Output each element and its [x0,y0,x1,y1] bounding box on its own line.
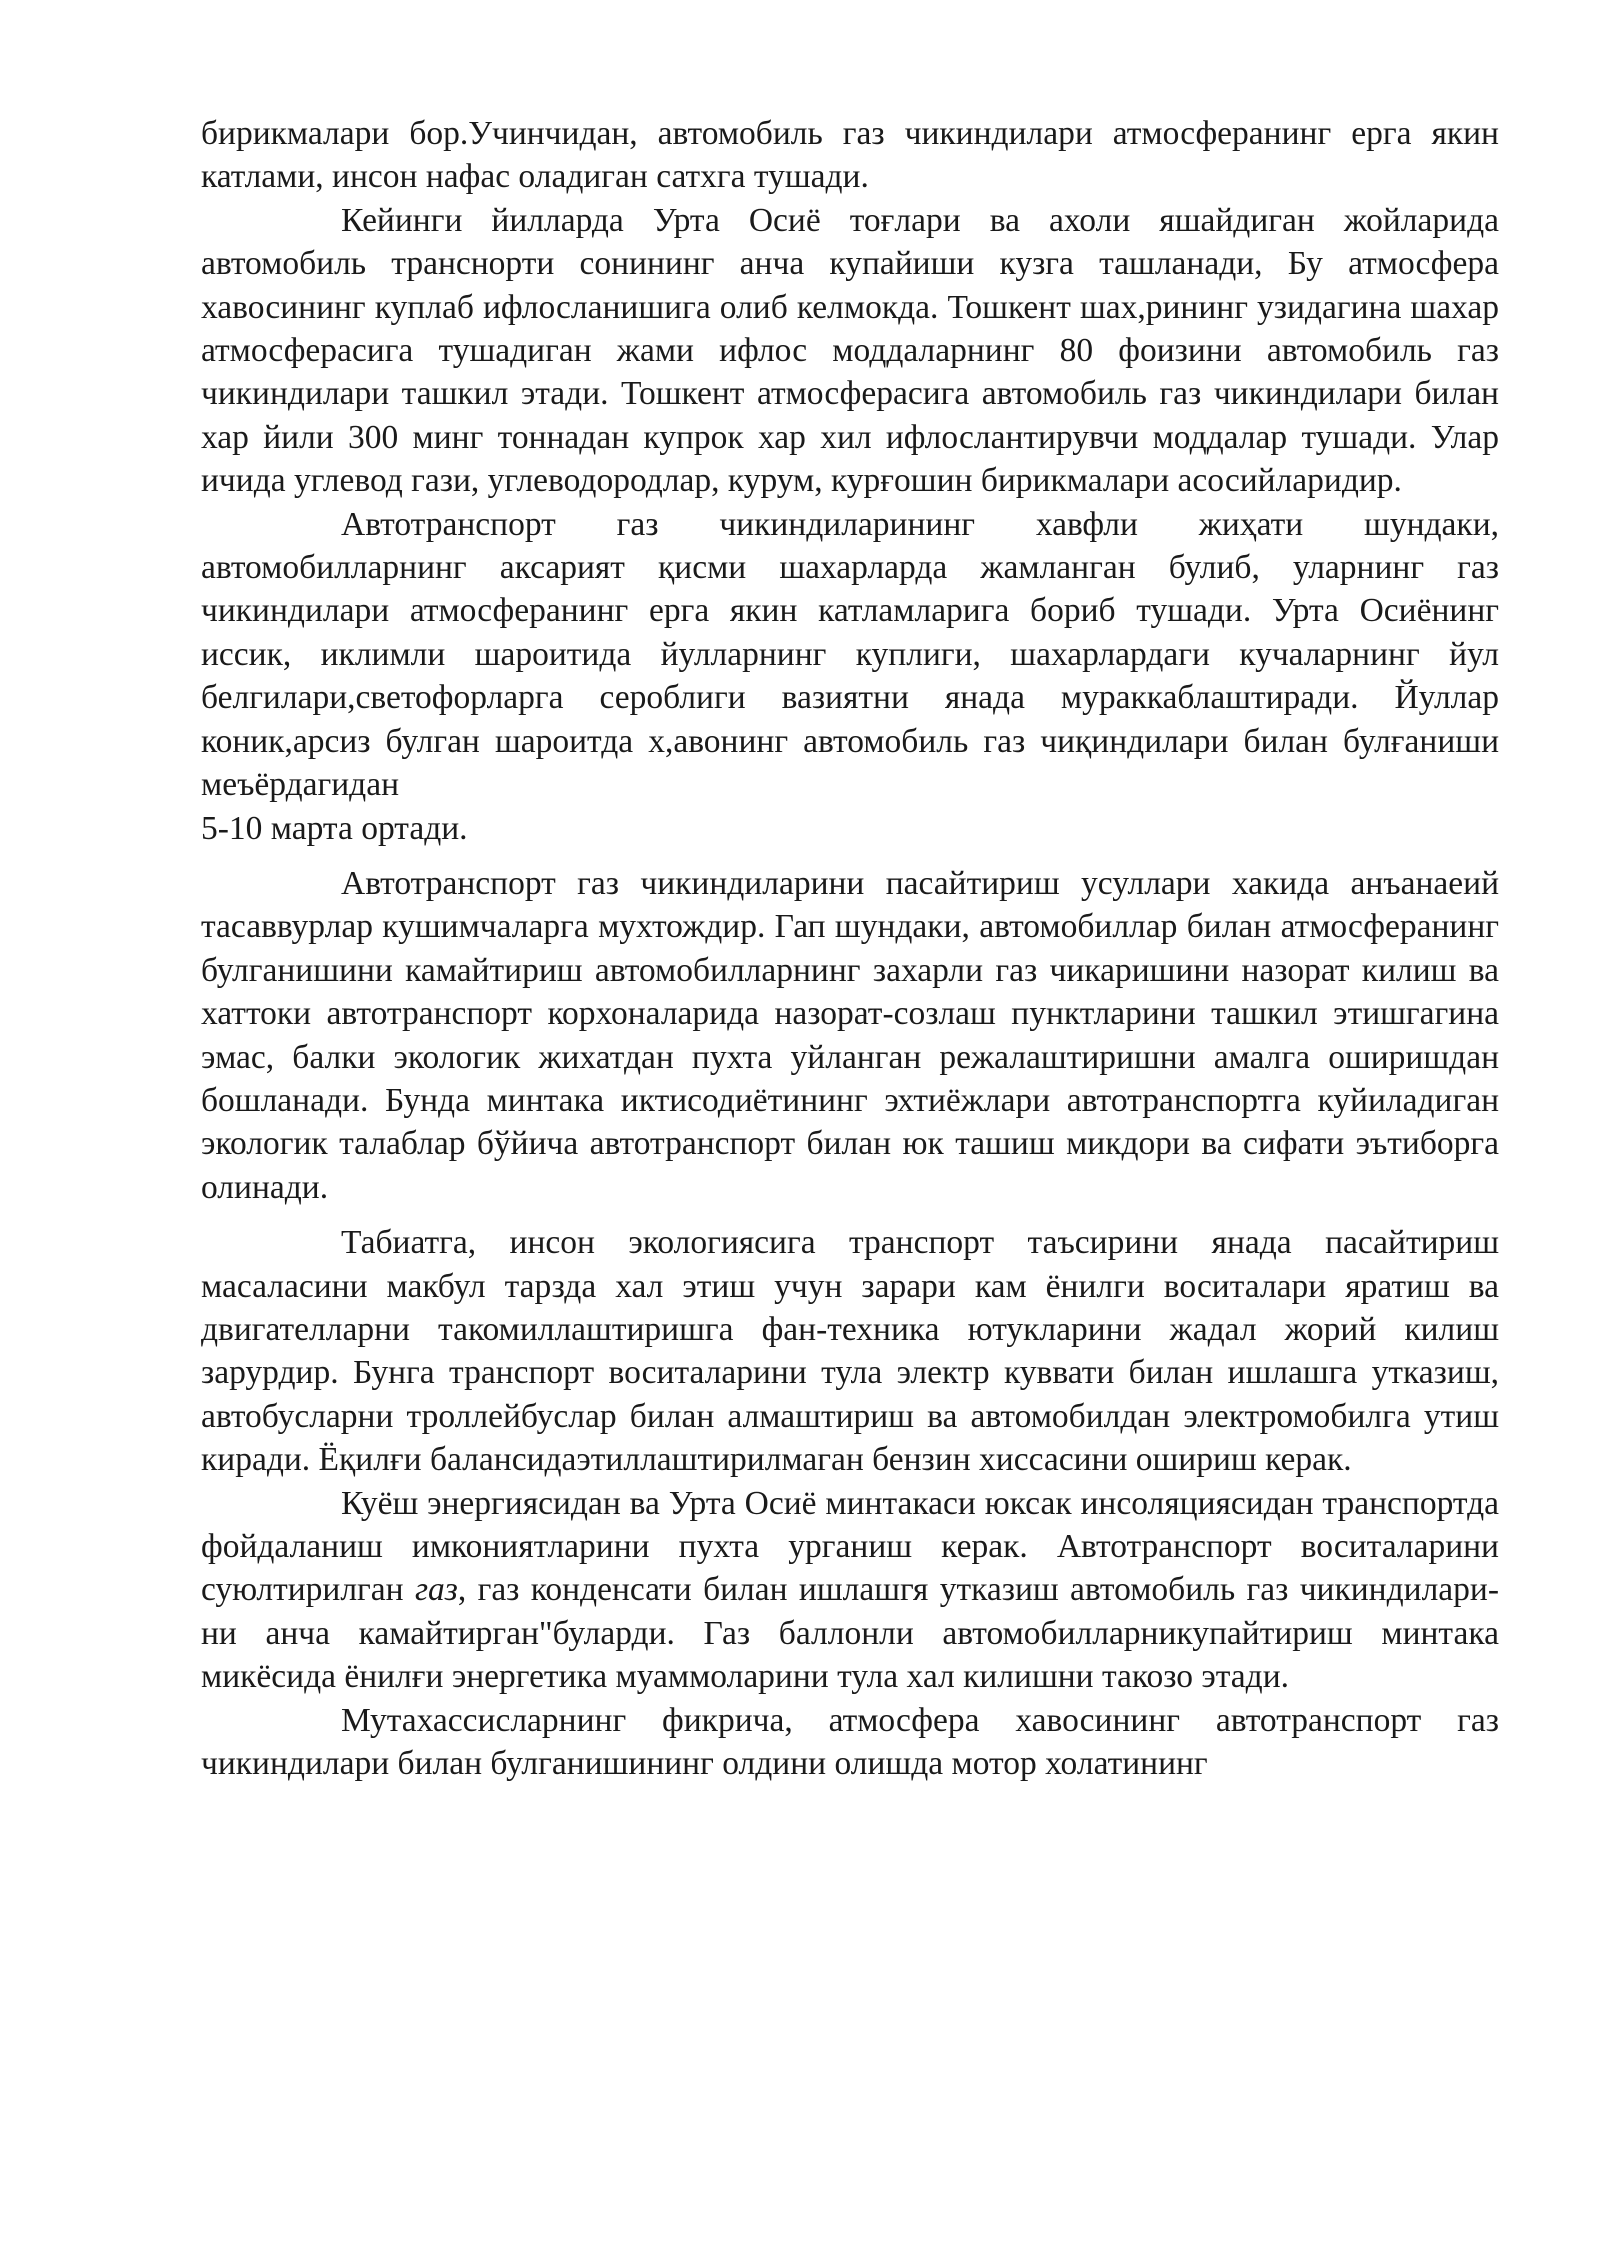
paragraph-6-italic-word: газ [414,1571,458,1609]
paragraph-5: Табиатга, инсон экологиясига транспорт таъсирини янада пасайтириш масаласини макбул тарзда хал этиш учун зарари кам ёнилги воситалари яратиш ва двигателларни такомиллаштиришга фан-техника ютукларини жадал жорий килиш зарурдир. Бунга транспорт воситаларини тула электр куввати билан ишлашга утказиш, автобусларни троллейбуслар билан алмаштириш ва автомобилдан электромобилга утиш киради. Ёқилғи балансидаэтиллаштирилмаган бензин хиссасини ошириш керак. [201,1224,1499,1479]
paragraph-6 [201,1482,1499,1699]
paragraph-3-continuation: 5-10 марта ортади. [201,809,468,847]
paragraph-6-part-1: Куёш энергиясидан ва Урта Осиё минтакаси юксак инсоляциясидан транспортда фойдаланиш имкониятларини пухта урганиш керак. Автотранспорт воситаларини суюлтирилган [201,1484,1499,1609]
paragraph-7: Мутахассисларнинг фикрича, атмосфера хавосининг автотранспорт газ чикиндилари билан булганишининг олдини олишда мотор холатининг [201,1701,1499,1783]
paragraph-6-part-2: , газ конденсати билан ишлашгя утказиш автомобиль газ чикиндилари-ни анча камайтирган"буларди. Газ баллонли автомобилларникупайтириш минтака микёсида ёнилғи энергетика муаммоларини тула хал килишни такозо этади. [201,1571,1499,1696]
paragraph-2: Кейинги йилларда Урта Осиё тоғлари ва ахоли яшайдиган жойларида автомобиль транснорти сонининг анча купайиши кузга ташланади, Бу атмосфера хавосининг куплаб ифлосланишига олиб келмокда. Тошкент шах,рининг узидагина шахар атмосферасига тушадиган жами ифлос моддаларнинг 80 фоизини автомобиль газ чикиндилари ташкил этади. Тошкент атмосферасига автомобиль газ чикиндилари билан хар йили 300 минг тоннадан купрок хар хил ифлослантирувчи моддалар тушади. Улар ичида углевод гази, углеводородлар, курум, курғошин бирикмалари асосийларидир. [201,201,1499,500]
paragraph-3: Автотранспорт газ чикиндиларининг хавфли жиҳати шундаки, автомобилларнинг аксарият қисми шахарларда жамланган булиб, уларнинг газ чикиндилари атмосферанинг ерга якин катламларига бориб тушади. Урта Осиёнинг иссик, иклимли шароитида йулларнинг куплиги, шахарлардаги кучаларнинг йул белгилари,светофорларга сероблиги вазиятни янада мураккаблаштиради. Йуллар коник,арсиз булган шароитда х,авонинг автомобиль газ чиқиндилари билан булғаниши меъёрдагидан [201,505,1499,804]
paragraph-4: Автотранспорт газ чикиндиларини пасайтириш усуллари хакида анъанаеий тасаввурлар кушимчаларга мухтождир. Гап шундаки, автомобиллар билан атмосферанинг булганишини камайтириш автомобилларнинг захарли газ чикаришини назорат килиш ва хаттоки автотранспорт корхоналарида назорат-созлаш пунктларини ташкил этишгагина эмас, балки экологик жихатдан пухта уйланган режалаштиришни амалга оширишдан бошланади. Бунда минтака иктисодиётининг эхтиёжлари автотранспортга куйиладиган экологик талаблар бўйича автотранспорт билан юк ташиш микдори ва сифати эътиборга олинади. [201,864,1499,1206]
paragraph-1: бирикмалари бор.Учинчидан, автомобиль газ чикиндилари атмосферанинг ерга якин катлами, инсон нафас оладиган сатхга тушади. [201,115,1499,196]
document-body [201,112,1499,1785]
